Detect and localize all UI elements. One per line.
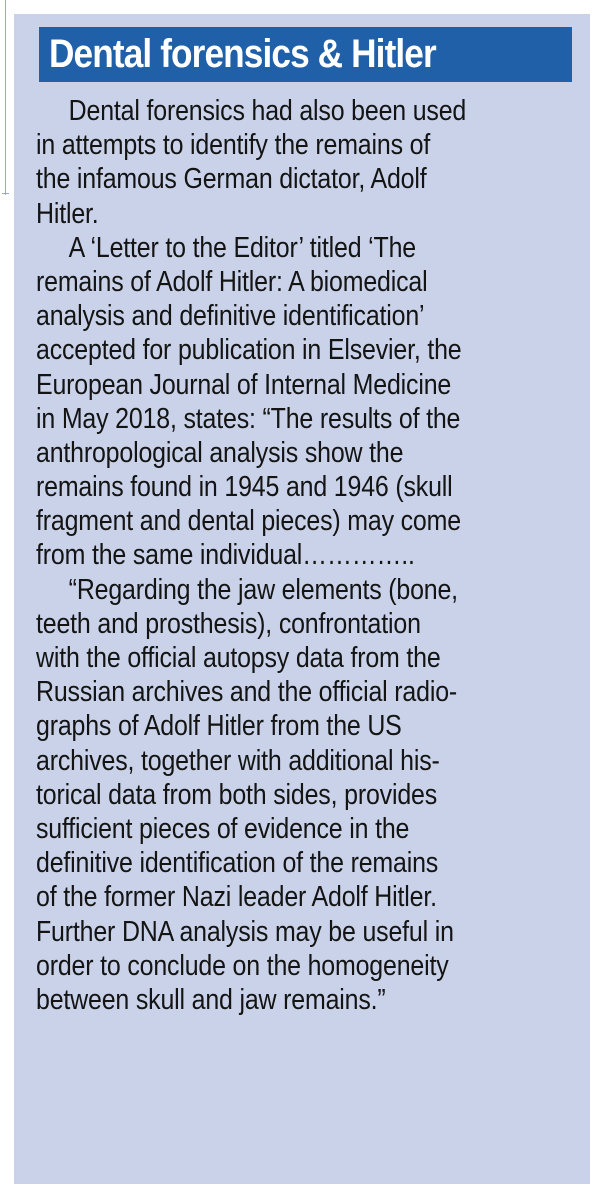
paragraph-2-line: in May 2018, states: “The results of the bbox=[36, 402, 461, 435]
paragraph-3-line: archives, together with additional his- bbox=[36, 744, 440, 777]
paragraph-3-line: between skull and jaw remains.” bbox=[36, 983, 386, 1016]
sidebar-title-bar bbox=[39, 27, 572, 82]
sidebar-title: Dental forensics & Hitler bbox=[49, 32, 436, 76]
paragraph-2-line: fragment and dental pieces) may come bbox=[36, 505, 461, 538]
paragraph-3-line: Further DNA analysis may be useful in bbox=[36, 915, 454, 948]
paragraph-2-line: anthropological analysis show the bbox=[36, 436, 404, 469]
paragraph-2-line: remains of Adolf Hitler: A biomedical bbox=[36, 265, 428, 298]
paragraph-3-line: teeth and prosthesis), confrontation bbox=[36, 607, 421, 640]
paragraph-2-line: European Journal of Internal Medicine bbox=[36, 368, 452, 401]
paragraph-3-line: torical data from both sides, provides bbox=[36, 778, 438, 811]
paragraph-3-line: graphs of Adolf Hitler from the US bbox=[36, 710, 402, 743]
paragraph-1-line: Dental forensics had also been used bbox=[68, 95, 467, 127]
sidebar-box bbox=[14, 14, 590, 1184]
frame-guide-tick bbox=[2, 193, 9, 194]
paragraph-2-line: analysis and definitive identification’ bbox=[36, 300, 425, 333]
paragraph-2-line: remains found in 1945 and 1946 (skull bbox=[36, 471, 453, 504]
frame-guide-line bbox=[5, 0, 6, 195]
sidebar-body bbox=[36, 94, 569, 1017]
paragraph-2-line: accepted for publication in Elsevier, the bbox=[36, 334, 462, 367]
paragraph-2-line: from the same individual………….. bbox=[36, 539, 415, 572]
paragraph-1-line: the infamous German dictator, Adolf bbox=[36, 163, 427, 196]
paragraph-3-line: definitive identification of the remains bbox=[36, 847, 439, 880]
paragraph-3-line: order to conclude on the homogeneity bbox=[36, 949, 449, 982]
paragraph-3-line: sufficient pieces of evidence in the bbox=[36, 812, 410, 845]
paragraph-3-line: with the official autopsy data from the bbox=[36, 642, 441, 674]
paragraph-2-line: A ‘Letter to the Editor’ titled ‘The bbox=[68, 231, 416, 264]
paragraph-3-line: “Regarding the jaw elements (bone, bbox=[68, 573, 458, 606]
paragraph-1-line: Hitler. bbox=[36, 197, 99, 230]
paragraph-3-line: Russian archives and the official radio- bbox=[36, 676, 458, 709]
paragraph-3-line: of the former Nazi leader Adolf Hitler. bbox=[36, 881, 437, 914]
paragraph-1-line: in attempts to identify the remains of bbox=[36, 129, 431, 162]
